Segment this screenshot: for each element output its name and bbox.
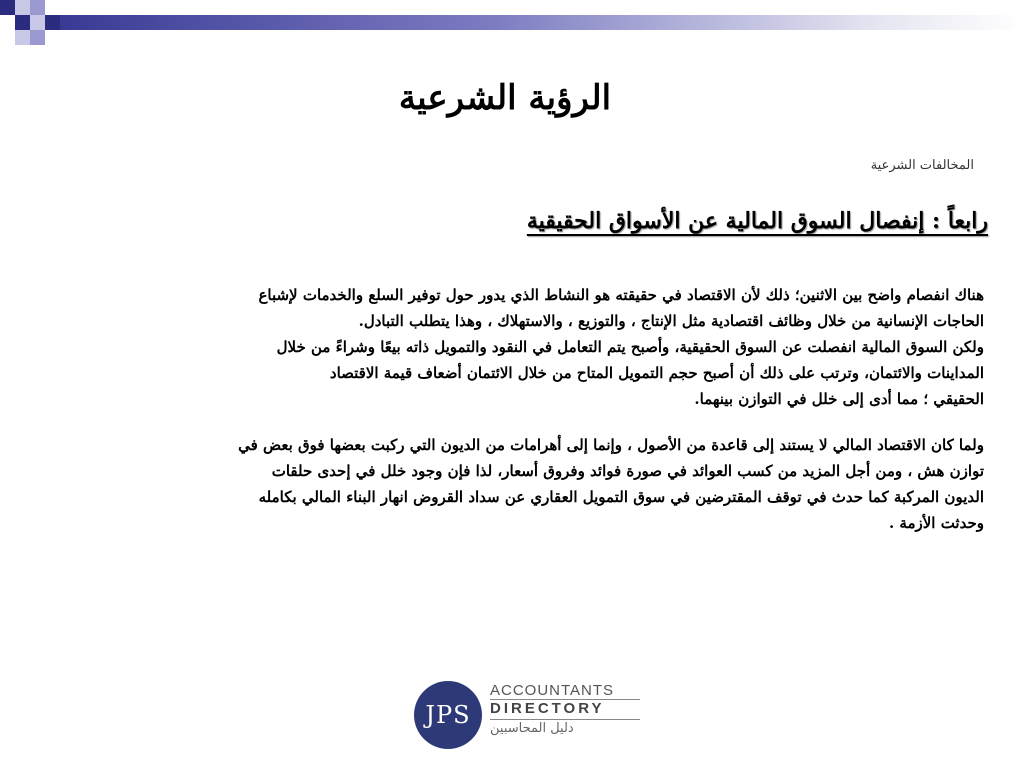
- corner-square: [30, 0, 45, 15]
- corner-square: [0, 0, 15, 15]
- slide-title: الرؤية الشرعية: [398, 78, 612, 118]
- paragraph-line: الحاجات الإنسانية من خلال وظائف اقتصادية مثل الإنتاج ، والتوزيع ، والاستهلاك ، وهذا يتطلب التبادل.: [358, 312, 984, 330]
- corner-square: [15, 0, 30, 15]
- paragraph-line: المداينات والائتمان، وترتب على ذلك أن أصبح حجم التمويل المتاح من خلال الائتمان أضعاف قيمة الاقتصاد: [329, 364, 984, 382]
- logo-circle: JPS: [414, 681, 482, 749]
- section-heading: رابعاً : إنفصال السوق المالية عن الأسواق الحقيقية: [526, 208, 988, 234]
- paragraph: [44, 282, 984, 334]
- paragraph: [44, 334, 984, 412]
- logo-line-directory: DIRECTORY: [490, 700, 605, 717]
- corner-square: [15, 15, 30, 30]
- paragraph-line: الديون المركبة كما حدث في توقف المقترضين في سوق التمويل العقاري عن سداد القروض انهار البناء المالي بكامله: [258, 488, 984, 506]
- corner-square: [30, 30, 45, 45]
- jps-logo: [414, 676, 644, 756]
- paragraph-line: ولكن السوق المالية انفصلت عن السوق الحقيقية، وأصبح يتم التعامل في النقود والتمويل ذاته بيعًا وشراءً من خلال: [276, 338, 984, 356]
- body-text: [44, 282, 984, 536]
- corner-square: [15, 30, 30, 45]
- paragraph-line: الحقيقي ؛ مما أدى إلى خلل في التوازن بينهما.: [694, 390, 984, 408]
- corner-square: [45, 15, 60, 30]
- corner-square: [30, 15, 45, 30]
- paragraph-spacer: [44, 412, 984, 432]
- paragraph: [44, 432, 984, 536]
- paragraph-line: ولما كان الاقتصاد المالي لا يستند إلى قاعدة من الأصول ، وإنما إلى أهرامات من الديون التي ركبت بعضها فوق بعض في: [238, 436, 984, 454]
- logo-divider: [490, 719, 640, 720]
- section-label: المخالفات الشرعية: [870, 158, 974, 173]
- paragraph-line: هناك انفصام واضح بين الاثنين؛ ذلك لأن الاقتصاد في حقيقته هو النشاط الذي يدور حول توفير السلع والخدمات لإشباع: [258, 286, 984, 304]
- paragraph-line: وحدثت الأزمة .: [888, 514, 984, 532]
- paragraph-line: توازن هش ، ومن أجل المزيد من كسب العوائد في صورة فوائد وفروق أسعار، لذا فإن وجود خلل في إحدى حلقات: [271, 462, 984, 480]
- top-gradient-bar: [60, 15, 1024, 30]
- corner-decoration: [0, 0, 90, 60]
- logo-line-arabic: دليل المحاسبين: [490, 721, 574, 736]
- logo-line-accountants: ACCOUNTANTS: [490, 682, 615, 699]
